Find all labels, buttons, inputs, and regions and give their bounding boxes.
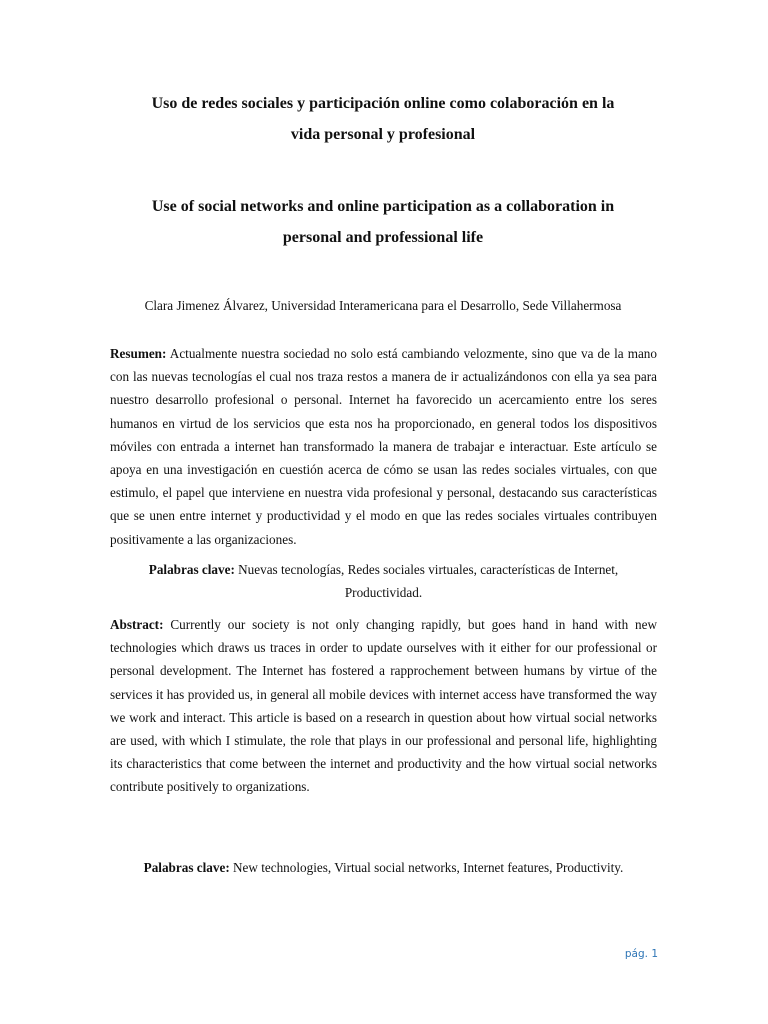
keywords-spanish <box>110 558 657 604</box>
resumen-paragraph <box>110 342 657 551</box>
author-affiliation: Clara Jimenez Álvarez, Universidad Interamericana para el Desarrollo, Sede Villahermosa <box>144 298 622 313</box>
title-english-line-2: personal and professional life <box>282 229 484 246</box>
resumen-label: Resumen: <box>110 346 167 361</box>
title-spanish-line-1: Uso de redes sociales y participación online como colaboración en la <box>151 95 615 112</box>
title-english <box>100 191 666 253</box>
abstract-label: Abstract: <box>110 617 164 632</box>
page-number: pág. 1 <box>624 948 658 960</box>
title-spanish <box>100 88 666 150</box>
keywords-spanish-label: Palabras clave: <box>148 562 235 577</box>
keywords-spanish-line-1: Nuevas tecnologías, Redes sociales virtuales, características de Internet, <box>238 562 619 577</box>
title-english-line-1: Use of social networks and online participation as a collaboration in <box>151 198 615 215</box>
keywords-english <box>110 856 657 879</box>
abstract-paragraph <box>110 613 657 799</box>
title-spanish-line-2: vida personal y profesional <box>290 126 476 143</box>
resumen-text: Actualmente nuestra sociedad no solo está cambiando velozmente, sino que va de la mano con las nuevas tecnologías el cual nos traza restos a manera de ir actualizándonos con ella ya sea para nuestro desarrollo profesional o personal. Internet ha favorecido un acercamiento entre los seres humanos en virtud de los servicios que esta nos ha proporcionado, en general todos los dispositivos móviles con entrada a internet han transformado la manera de trabajar e interactuar. Este artículo se apoya en una investigación en cuestión acerca de cómo se usan las redes sociales virtuales, con que estimulo, el papel que interviene en nuestra vida profesional y personal, destacando sus características que se unen entre internet y productividad y el modo en que las redes sociales virtuales contribuyen positivamente a las organizaciones. <box>110 346 657 547</box>
abstract-text: Currently our society is not only changing rapidly, but goes hand in hand with new technologies which draws us traces in order to update ourselves with it either for our professional or personal development. The Internet has fostered a rapprochement between humans by virtue of the services it has provided us, in general all mobile devices with internet access have transformed the way we work and interact. This article is based on a research in question about how virtual social networks are used, with which I stimulate, the role that plays in our professional and personal life, highlighting its characteristics that come between the internet and productivity and the how virtual social networks contribute positively to organizations. <box>110 617 657 795</box>
keywords-english-label: Palabras clave: <box>143 860 230 875</box>
keywords-spanish-line-2: Productividad. <box>344 585 423 601</box>
keywords-english-text: New technologies, Virtual social networks, Internet features, Productivity. <box>233 860 624 875</box>
